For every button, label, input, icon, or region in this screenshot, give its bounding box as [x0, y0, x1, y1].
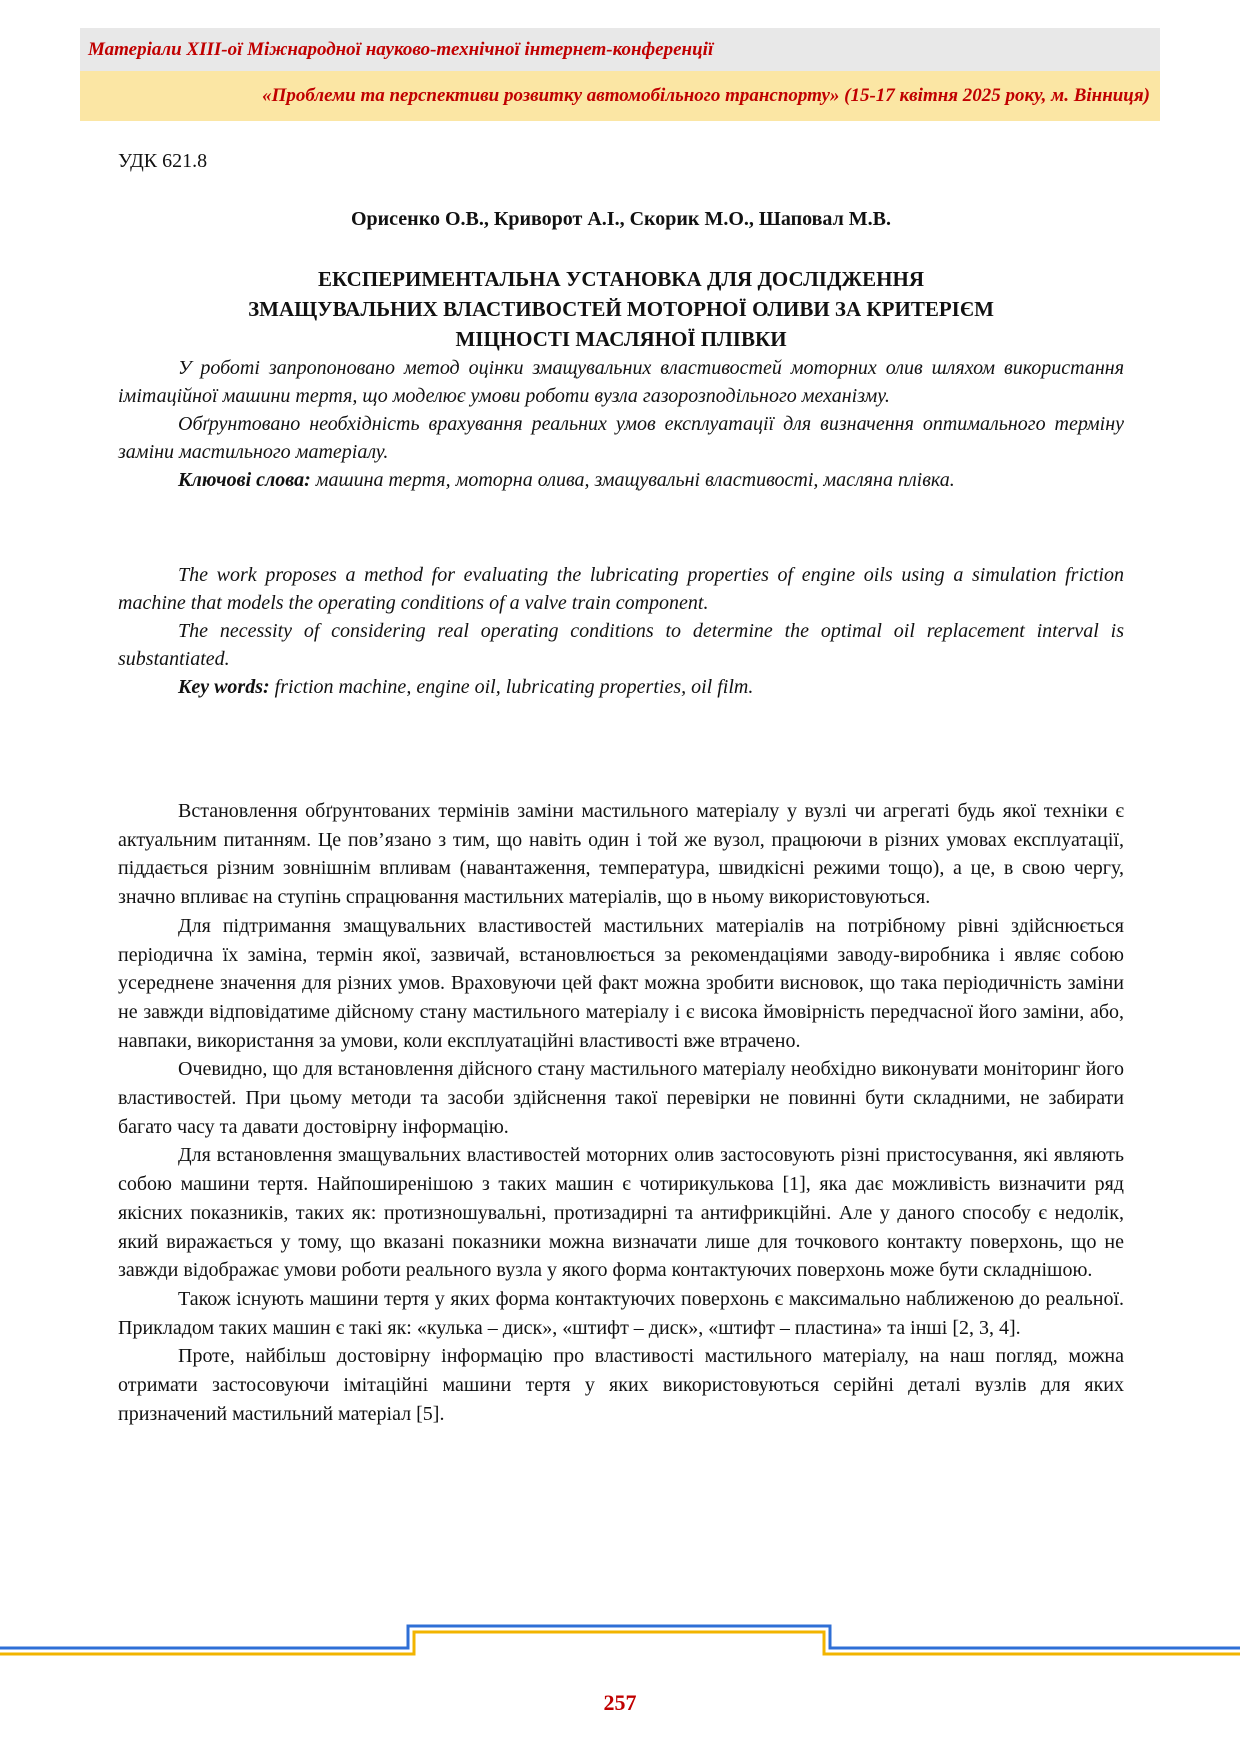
- footer-decoration: [0, 1620, 1240, 1680]
- footer-blue-line: [0, 1626, 1240, 1648]
- title-line-1: ЕКСПЕРИМЕНТАЛЬНА УСТАНОВКА ДЛЯ ДОСЛІДЖЕННЯ: [317, 267, 925, 291]
- body-paragraph-5: Також існують машини тертя у яких форма контактуючих поверхонь є максимально наближеною до реальної. Прикладом таких машин є такі як: «кулька – диск», «штифт – диск», «штифт – пластина» та інші [2, 3, 4].: [118, 1287, 1124, 1339]
- abstract-ua-keywords: [118, 466, 1124, 494]
- article-body: [118, 797, 1124, 1428]
- abstract-english: [118, 561, 1124, 701]
- abstract-en-keywords: [118, 673, 1124, 701]
- abstract-en-paragraph-2: The necessity of considering real operating conditions to determine the optimal oil replacement interval is substantiated.: [118, 620, 1124, 670]
- authors: Орисенко О.В., Криворот А.І., Скорик М.О., Шаповал М.В.: [350, 208, 892, 230]
- body-paragraph-4: Для встановлення змащувальних властивостей моторних олив застосовують різні пристосування, які являють собою машини тертя. Найпоширенішою з таких машин є чотирикулькова [1], яка дає можливість визначити ряд якісних показників, таких як: протизношувальні, протизадирні та антифрикційні. Але у даного способу є недолік, який виражається у тому, що вказані показники можна визначати лише для точкового контакту поверхонь, що не завжди відображає умови роботи реального вузла у якого форма контактуючих поверхонь може бути складнішою.: [118, 1144, 1124, 1282]
- footer-yellow-line: [0, 1632, 1240, 1654]
- title-line-3: МІЦНОСТІ МАСЛЯНОЇ ПЛІВКИ: [455, 327, 787, 351]
- body-paragraph-1: Встановлення обґрунтованих термінів заміни мастильного матеріалу у вузлі чи агрегаті будь якої техніки є актуальним питанням. Це пов’язано з тим, що навіть один і той же вузол, працюючи в різних умовах експлуатації, піддається різним зовнішнім впливам (навантаження, температура, швидкісні режими тощо), а це, в свою чергу, значно впливає на ступінь спрацювання мастильних матеріалів, що в ньому використовуються.: [118, 800, 1124, 909]
- abstract-ua-paragraph-2: Обґрунтовано необхідність врахування реальних умов експлуатації для визначення оптимального терміну заміни мастильного матеріалу.: [118, 413, 1124, 463]
- body-paragraph-3: Очевидно, що для встановлення дійсного стану мастильного матеріалу необхідно виконувати моніторинг його властивостей. При цьому методи та засоби здійснення такої перевірки не повинні бути складними, не забирати багато часу та давати достовірну інформацію.: [118, 1058, 1124, 1138]
- abstract-en-paragraph-1: The work proposes a method for evaluating the lubricating properties of engine oils using a simulation friction machine that models the operating conditions of a valve train component.: [118, 564, 1124, 614]
- abstract-ukrainian: [118, 354, 1124, 494]
- conference-header-line1: Матеріали XIII-ої Міжнародної науково-технічної інтернет-конференції: [88, 39, 714, 60]
- article-title: [118, 264, 1124, 354]
- page-number: 257: [603, 1690, 637, 1715]
- udk-code: УДК 621.8: [118, 150, 208, 172]
- keywords-label-en: Key words:: [178, 676, 270, 698]
- title-line-2: ЗМАЩУВАЛЬНИХ ВЛАСТИВОСТЕЙ МОТОРНОЇ ОЛИВИ ЗА КРИТЕРІЄМ: [248, 297, 994, 321]
- body-paragraph-6: Проте, найбільш достовірну інформацію про властивості мастильного матеріалу, на наш погляд, можна отримати застосовуючи імітаційні машини тертя у яких використовуються серійні деталі вузлів для яких призначений мастильний матеріал [5].: [118, 1345, 1124, 1425]
- conference-header-line2: «Проблеми та перспективи розвитку автомобільного транспорту» (15-17 квітня 2025 року, м. Вінниця): [262, 85, 1150, 106]
- abstract-ua-paragraph-1: У роботі запропоновано метод оцінки змащувальних властивостей моторних олив шляхом використання імітаційної машини тертя, що моделює умови роботи вузла газорозподільного механізму.: [118, 357, 1124, 407]
- conference-header-band: [80, 28, 1160, 71]
- keywords-ua: машина тертя, моторна олива, змащувальні властивості, масляна плівка.: [310, 469, 955, 491]
- keywords-label-ua: Ключові слова:: [178, 469, 311, 491]
- keywords-en: friction machine, engine oil, lubricating properties, oil film.: [269, 676, 754, 698]
- body-paragraph-2: Для підтримання змащувальних властивостей мастильних матеріалів на потрібному рівні здійснюється періодична їх заміна, термін якої, зазвичай, встановлюється за рекомендаціями заводу-виробника і являє собою усереднене значення для різних умов. Враховуючи цей факт можна зробити висновок, що така періодичність заміни не завжди відповідатиме дійсному стану мастильного матеріалу і є висока ймовірність передчасної його заміни, або, навпаки, використання за умови, коли експлуатаційні властивості вже втрачено.: [118, 914, 1124, 1052]
- conference-title-band: [80, 71, 1160, 121]
